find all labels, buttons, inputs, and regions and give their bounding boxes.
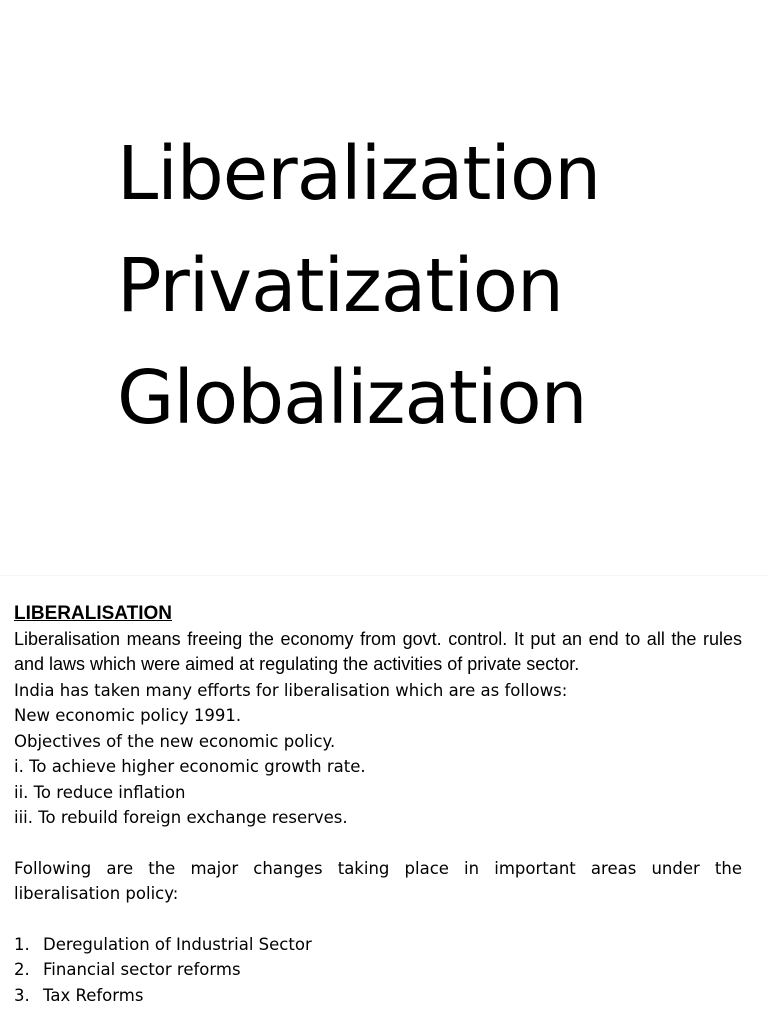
objective-item: i. To achieve higher economic growth rate.	[14, 757, 366, 776]
list-number: 1.	[14, 934, 30, 954]
title-line-privatization: Privatization	[117, 243, 563, 329]
list-text: Tax Reforms	[43, 985, 144, 1005]
objective-item: iii. To rebuild foreign exchange reserves.	[14, 808, 348, 827]
list-item	[14, 957, 742, 983]
text-line: India has taken many efforts for liberalisation which are as follows:	[14, 680, 568, 700]
list-text: Deregulation of Industrial Sector	[43, 934, 312, 954]
spacer	[14, 907, 742, 932]
following-paragraph: Following are the major changes taking place in important areas under the liberalisation policy:	[14, 858, 742, 903]
title-line-globalization: Globalization	[117, 355, 587, 441]
title-block	[117, 118, 600, 454]
list-item	[14, 932, 742, 958]
spacer	[14, 831, 742, 856]
list-number: 2.	[14, 960, 30, 979]
text-line: Objectives of the new economic policy.	[14, 731, 336, 751]
list-text: Financial sector reforms	[43, 960, 241, 979]
objective-item: ii. To reduce inflation	[14, 782, 186, 802]
changes-list	[14, 932, 742, 1009]
title-line-liberalization: Liberalization	[117, 131, 601, 217]
slide-divider	[0, 575, 768, 576]
section-heading: LIBERALISATION	[14, 603, 172, 624]
list-item	[14, 983, 742, 1009]
list-number: 3.	[14, 985, 30, 1005]
liberalisation-section	[14, 601, 742, 1008]
text-line: New economic policy 1991.	[14, 706, 242, 725]
intro-paragraph: Liberalisation means freeing the economy from govt. control. It put an end to all the rules and laws which were aimed at regulating the activities of private sector.	[14, 628, 742, 674]
